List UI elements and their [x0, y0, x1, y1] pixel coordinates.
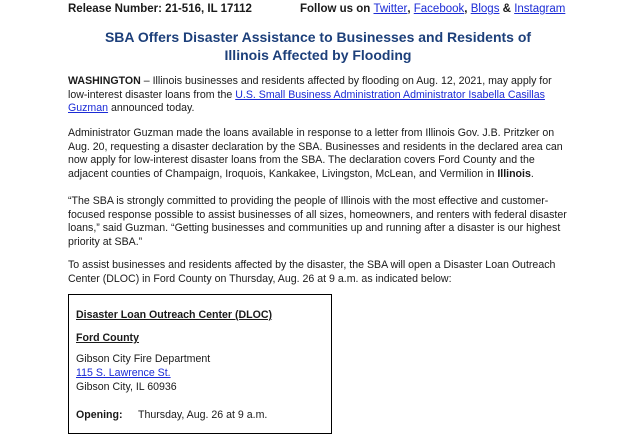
state-name: Illinois — [497, 167, 531, 180]
location-name: Gibson City Fire Department — [76, 353, 211, 365]
separator: & — [502, 3, 511, 15]
paragraph-text: – Illinois businesses and residents affected by flooding on Aug. 12, 2021, may apply for low-interest disaster loans from the — [68, 75, 552, 101]
opening-value: Thursday, Aug. 26 at 9 a.m. — [138, 409, 268, 421]
paragraph-quote: “The SBA is strongly committed to providing the people of Illinois with the most effective and customer-focused response possible to assist businesses of all sizes, homeowners, and renters with federal disaster loans,” said Guzman. “Getting businesses and communities up and running after a disaster is our highest priority at SBA.” — [68, 195, 567, 248]
dloc-info-box — [68, 294, 332, 434]
page-title — [68, 28, 568, 64]
county-name: Ford County — [76, 332, 139, 344]
separator: , — [464, 3, 468, 15]
facebook-link[interactable]: Facebook — [413, 3, 465, 15]
release-number-label: Release Number: — [68, 3, 162, 15]
street-address-link[interactable]: 115 S. Lawrence St. — [76, 367, 171, 379]
follow-us-label: Follow us on — [300, 3, 371, 15]
paragraph-text: Administrator Guzman made the loans available in response to a letter from Illinois Gov. J.B. Pritzker on Aug. 20, requesting a disaster declaration by the SBA. Businesses and residents in the declared area can now apply for low-interest disaster loans from the SBA. The declaration covers Ford County and the adjacent counties of Champaign, Iroquois, Kankakee, Livingston, McLean, and Vermilion in — [68, 127, 563, 180]
paragraph-text: . — [530, 167, 534, 180]
paragraph-declaration — [68, 127, 572, 181]
paragraph-intro — [68, 75, 572, 116]
opening-label: Opening: — [76, 409, 123, 421]
social-links — [300, 2, 565, 16]
paragraph-text: announced today. — [108, 102, 195, 114]
administrator-link[interactable]: U.S. Small Business Administration Administrator Isabella Casillas Guzman — [68, 88, 545, 114]
title-line-1: SBA Offers Disaster Assistance to Businesses and Residents of — [104, 29, 532, 45]
separator: , — [407, 3, 411, 15]
blogs-link[interactable]: Blogs — [470, 3, 500, 15]
release-number-value: 21-516, IL 17112 — [165, 3, 252, 15]
title-line-2: Illinois Affected by Flooding — [224, 47, 412, 63]
paragraph-dloc-intro: To assist businesses and residents affected by the disaster, the SBA will open a Disaster Loan Outreach Center (DLOC) in Ford County on Thursday, Aug. 26 at 9 a.m. as indicated below: — [68, 259, 556, 285]
twitter-link[interactable]: Twitter — [373, 3, 408, 15]
release-number — [68, 2, 252, 16]
opening-time — [76, 409, 267, 422]
city-state-zip: Gibson City, IL 60936 — [76, 381, 177, 393]
dateline: WASHINGTON — [68, 75, 141, 87]
dloc-heading: Disaster Loan Outreach Center (DLOC) — [76, 309, 273, 321]
instagram-link[interactable]: Instagram — [514, 3, 566, 15]
